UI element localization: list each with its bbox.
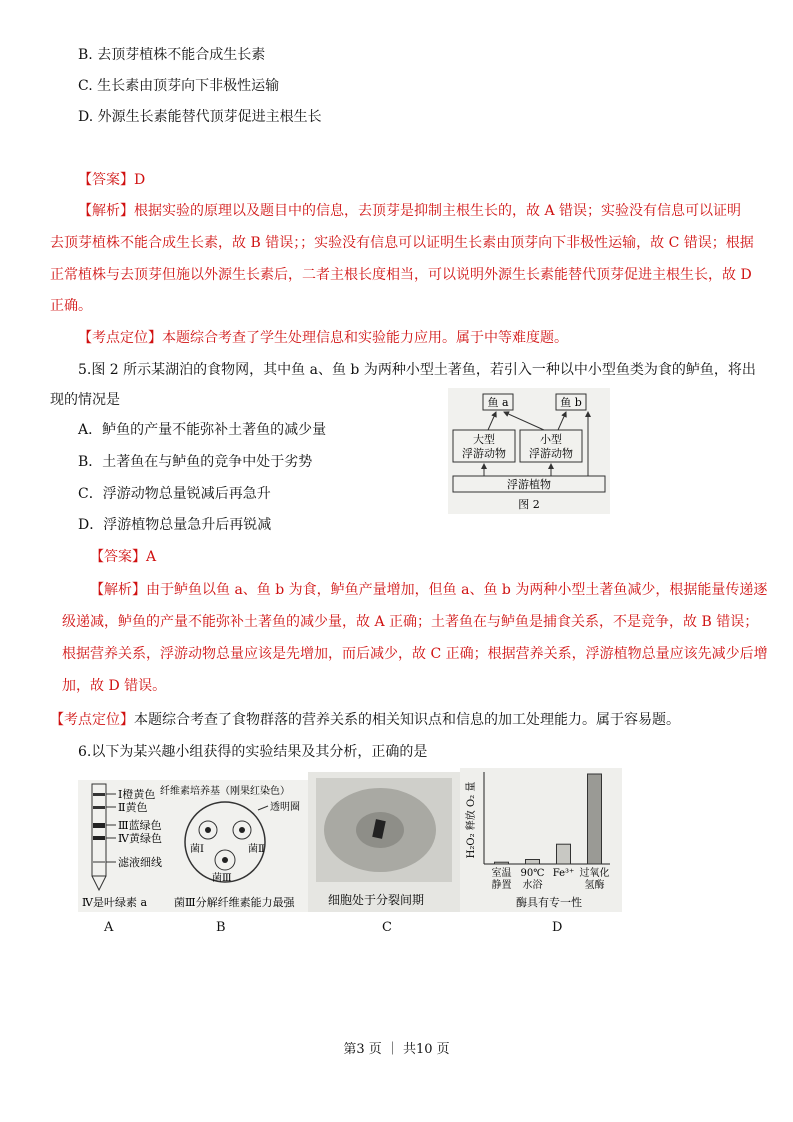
option-q4-d: D. 外源生长素能替代顶芽促进主根生长 <box>78 109 322 125</box>
q5-answer <box>90 547 156 567</box>
q5-stem: 5.图 2 所示某湖泊的食物网，其中鱼 a、鱼 b 为两种小型土著鱼，若引入一种以中小型鱼类为食的鲈鱼，将出 <box>78 362 756 378</box>
figure-a-caption: Ⅳ是叶绿素 a <box>82 896 148 909</box>
band-1-label: Ⅰ橙黄色 <box>118 788 156 801</box>
category-label-3: Fe³⁺ <box>552 868 575 879</box>
zoo-small-label: 小型 <box>540 433 562 446</box>
bar-4 <box>588 774 602 864</box>
figure-label-a: A <box>104 920 114 935</box>
figure-b-caption: 菌Ⅲ分解纤维素能力最强 <box>174 896 295 909</box>
q4-analysis-line: 【解析】根据实验的原理以及题目中的信息，去顶芽是抑制主根生长的，故 A 错误；实验没有信息可以证明 <box>78 203 742 219</box>
figure-label-b: B <box>216 920 226 935</box>
q4-point: 【考点定位】本题综合考查了学生处理信息和实验能力应用。属于中等难度题。 <box>78 330 568 346</box>
category-label-1: 室温 <box>491 868 512 879</box>
option-q5-a: A．鲈鱼的产量不能弥补土著鱼的减少量 <box>78 422 327 438</box>
figure-d-chart <box>460 768 622 912</box>
q5-point: 【考点定位】本题综合考查了食物群落的营养关系的相关知识点和信息的加工处理能力。属于容易题。 <box>50 712 680 728</box>
figure-label-c: C <box>382 920 392 935</box>
fish-a-label: 鱼 a <box>487 396 509 409</box>
q5-analysis-line: 根据营养关系，浮游动物总量应该是先增加，而后减少，故 C 正确；根据营养关系，浮游植物总量应该先减少后增 <box>62 646 768 662</box>
q6-stem: 6.以下为某兴趣小组获得的实验结果及其分析，正确的是 <box>78 744 428 760</box>
q4-answer <box>78 170 145 190</box>
option-q4-b: B. 去顶芽植株不能合成生长素 <box>78 47 266 63</box>
colony-2-label: 菌Ⅱ <box>248 844 265 855</box>
band-4-label: Ⅳ黄绿色 <box>118 832 162 845</box>
category-label-2: 90℃ <box>520 868 545 879</box>
figure-c-micrograph <box>308 772 460 912</box>
q5-analysis-line: 级递减，鲈鱼的产量不能弥补土著鱼的减少量，故 A 正确；土著鱼在与鲈鱼是捕食关系，不是竞争，故 B 错误； <box>62 614 759 630</box>
figure-c-caption: 细胞处于分裂间期 <box>328 893 425 907</box>
figure-b-title: 纤维素培养基（刚果红染色） <box>160 786 290 797</box>
answer-value: D <box>134 172 146 188</box>
y-axis-label: H₂O₂ 释放 O₂ 量 <box>466 781 477 859</box>
bar-2 <box>526 860 540 865</box>
option-q5-b: B．土著鱼在与鲈鱼的竞争中处于劣势 <box>78 454 313 470</box>
option-q5-d: D．浮游植物总量急升后再锐减 <box>78 517 272 533</box>
phyto-label: 浮游植物 <box>507 478 551 491</box>
category-label-4: 氢酶 <box>584 880 605 891</box>
band-3-label: Ⅲ蓝绿色 <box>118 819 162 832</box>
answer-label: 【答案】 <box>90 549 146 565</box>
colony-3-label: 菌Ⅲ <box>212 873 232 884</box>
q4-analysis-line: 去顶芽植株不能合成生长素，故 B 错误；；实验没有信息可以证明生长素由顶芽向下非极性运输，故 C 错误；根据 <box>50 235 754 251</box>
q4-analysis-line: 正确。 <box>50 298 92 314</box>
category-label-1: 静置 <box>491 880 512 891</box>
analysis-label: 【解析】 <box>90 582 146 598</box>
food-web-figure <box>448 388 610 514</box>
answer-label: 【答案】 <box>78 172 134 188</box>
q5-stem: 现的情况是 <box>50 392 120 408</box>
zoo-small-label: 浮游动物 <box>529 447 573 460</box>
halo-label: 透明圈 <box>270 802 300 813</box>
q4-analysis-line: 正常植株与去顶芽但施以外源生长素后，二者主根长度相当，可以说明外源生长素能替代顶芽促进主根生长，故 D <box>50 267 752 283</box>
zoo-large-label: 浮游动物 <box>462 447 506 460</box>
figure-label-d: D <box>552 920 563 935</box>
option-q5-c: C．浮游动物总量锐减后再急升 <box>78 486 271 502</box>
analysis-label: 【解析】 <box>78 203 134 219</box>
band-2-label: Ⅱ黄色 <box>118 801 148 814</box>
category-label-4: 过氧化 <box>579 868 610 879</box>
food-web-diagram <box>448 388 610 514</box>
figure-a-chromatography <box>78 780 308 912</box>
q5-analysis-line: 加，故 D 错误。 <box>62 678 167 694</box>
q5-analysis-line: 【解析】由于鲈鱼以鱼 a、鱼 b 为食，鲈鱼产量增加，但鱼 a、鱼 b 为两种小型土著鱼减少，根据能量传递逐 <box>90 582 768 598</box>
filter-line-label: 滤液细线 <box>118 856 162 869</box>
bar-3 <box>557 844 571 864</box>
figure-caption: 图 2 <box>518 498 540 511</box>
bar-1 <box>495 862 509 864</box>
category-label-2: 水浴 <box>522 880 543 891</box>
point-label: 【考点定位】 <box>50 712 134 728</box>
fish-b-label: 鱼 b <box>560 396 582 409</box>
answer-value: A <box>146 549 157 565</box>
colony-1-label: 菌Ⅰ <box>190 844 204 855</box>
point-label: 【考点定位】 <box>78 330 162 346</box>
zoo-large-label: 大型 <box>473 433 495 446</box>
figure-d-caption: 酶具有专一性 <box>516 896 582 909</box>
page-footer: 第3 页 ｜ 共10 页 <box>343 1042 450 1057</box>
option-q4-c: C. 生长素由顶芽向下非极性运输 <box>78 78 280 94</box>
bar-chart <box>460 768 622 912</box>
